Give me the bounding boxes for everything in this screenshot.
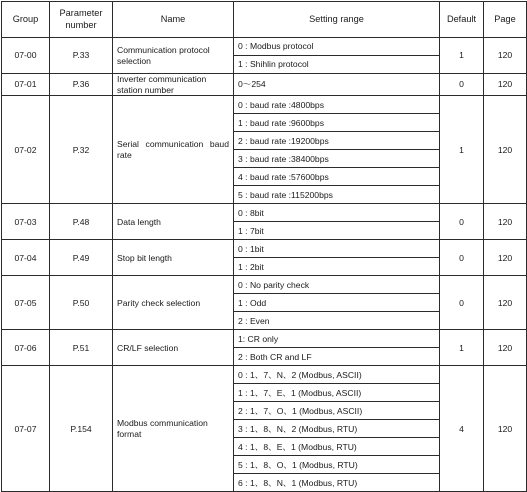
default-value-cell: 1 [440,330,484,366]
parameter-number-cell: P.36 [50,74,113,96]
setting-range-option: 1: CR only [234,330,440,348]
header-group: Group [2,2,50,38]
setting-range-option: 0 : baud rate :4800bps [234,96,440,114]
header-default: Default [440,2,484,38]
setting-range-option: 4 : baud rate :57600bps [234,168,440,186]
setting-range-option: 1 : Odd [234,294,440,312]
parameter-number-cell: P.48 [50,204,113,240]
page-number-cell: 120 [484,330,527,366]
page-number-cell: 120 [484,74,527,96]
group-cell: 07-02 [2,96,50,204]
parameter-name-cell: Inverter communication station number [113,74,234,96]
page-number-cell: 120 [484,276,527,330]
parameter-table [1,1,527,492]
default-value-cell: 0 [440,204,484,240]
parameter-number-cell: P.50 [50,276,113,330]
table-row [2,38,527,56]
setting-range-option: 1 : 2bit [234,258,440,276]
setting-range-option: 2 : Both CR and LF [234,348,440,366]
table-row [2,276,527,294]
page-number-cell: 120 [484,240,527,276]
setting-range-option: 1 : 7bit [234,222,440,240]
parameter-number-cell: P.154 [50,366,113,492]
table-header [2,2,527,38]
parameter-number-cell: P.49 [50,240,113,276]
page-number-cell: 120 [484,366,527,492]
setting-range-option: 3 : baud rate :38400bps [234,150,440,168]
group-cell: 07-06 [2,330,50,366]
group-cell: 07-07 [2,366,50,492]
parameter-name-cell: Data length [113,204,234,240]
default-value-cell: 1 [440,38,484,74]
group-cell: 07-03 [2,204,50,240]
parameter-name-cell: Modbus communication format [113,366,234,492]
parameter-number-cell: P.32 [50,96,113,204]
parameter-name-cell: Communication protocol selection [113,38,234,74]
table-row [2,74,527,96]
header-parameter-number: Parameter number [50,2,113,38]
parameter-number-cell: P.33 [50,38,113,74]
setting-range-option: 0 : No parity check [234,276,440,294]
setting-range-option: 3 : 1、8、N、2 (Modbus, RTU) [234,420,440,438]
parameter-name-cell: Parity check selection [113,276,234,330]
parameter-name-cell: CR/LF selection [113,330,234,366]
default-value-cell: 1 [440,96,484,204]
group-cell: 07-04 [2,240,50,276]
table-row [2,96,527,114]
setting-range-option: 0 : Modbus protocol [234,38,440,56]
default-value-cell: 4 [440,366,484,492]
setting-range-option: 1 : 1、7、E、1 (Modbus, ASCII) [234,384,440,402]
default-value-cell: 0 [440,276,484,330]
setting-range-option: 2 : 1、7、O、1 (Modbus, ASCII) [234,402,440,420]
page-number-cell: 120 [484,204,527,240]
header-setting-range: Setting range [234,2,440,38]
setting-range-option: 1 : baud rate :9600bps [234,114,440,132]
setting-range-option: 6 : 1、8、N、1 (Modbus, RTU) [234,474,440,492]
setting-range-option: 0～254 [234,74,440,96]
page-number-cell: 120 [484,38,527,74]
default-value-cell: 0 [440,240,484,276]
setting-range-option: 1 : Shihlin protocol [234,56,440,74]
page-number-cell: 120 [484,96,527,204]
setting-range-option: 2 : Even [234,312,440,330]
setting-range-option: 5 : baud rate :115200bps [234,186,440,204]
group-cell: 07-01 [2,74,50,96]
group-cell: 07-05 [2,276,50,330]
setting-range-option: 0 : 8bit [234,204,440,222]
setting-range-option: 0 : 1bit [234,240,440,258]
parameter-number-cell: P.51 [50,330,113,366]
header-name: Name [113,2,234,38]
parameter-name-cell: Stop bit length [113,240,234,276]
setting-range-option: 0 : 1、7、N、2 (Modbus, ASCII) [234,366,440,384]
table-row [2,330,527,348]
table-row [2,204,527,222]
header-page: Page [484,2,527,38]
setting-range-option: 4 : 1、8、E、1 (Modbus, RTU) [234,438,440,456]
table-body [2,38,527,492]
header-row [2,2,527,38]
setting-range-option: 2 : baud rate :19200bps [234,132,440,150]
default-value-cell: 0 [440,74,484,96]
setting-range-option: 5 : 1、8、O、1 (Modbus, RTU) [234,456,440,474]
table-row [2,366,527,384]
parameter-name-cell: Serial communication baud rate [113,96,234,204]
group-cell: 07-00 [2,38,50,74]
table-row [2,240,527,258]
